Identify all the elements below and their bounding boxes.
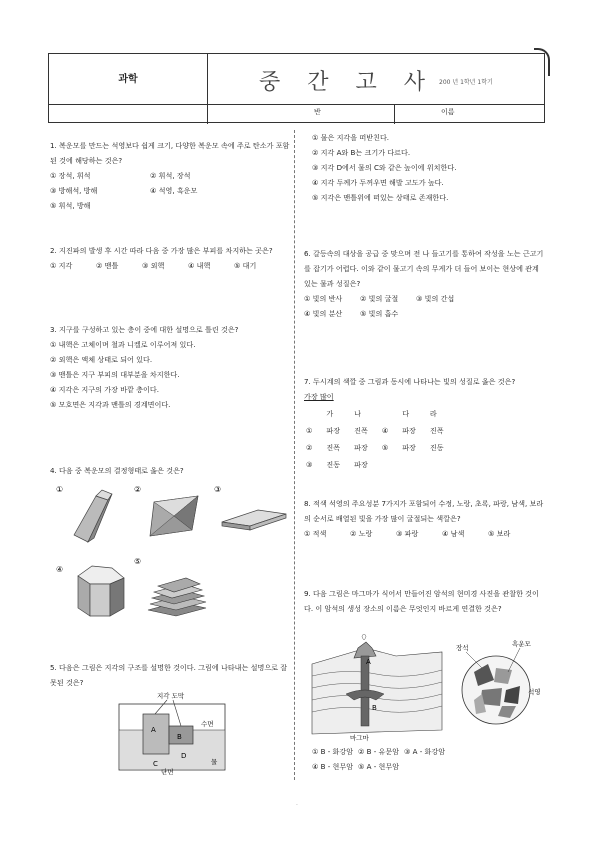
option[interactable]: ① 장석, 휘석 [50, 171, 91, 180]
block-label: A [151, 726, 156, 734]
option[interactable]: ④ 지각 두께가 두꺼우면 해발 고도가 높다. [312, 178, 444, 187]
table-row: 가 나 다 라 [326, 409, 437, 418]
option[interactable]: ② 휘석, 장석 [150, 171, 191, 180]
header-row-divider [49, 104, 544, 105]
option[interactable]: ① 지각 [50, 261, 73, 270]
hexagonal-prism-crystal-icon[interactable] [78, 566, 124, 616]
octahedron-crystal-icon[interactable] [150, 496, 198, 536]
name-label: 이름 [441, 108, 455, 116]
question-3 [50, 322, 290, 412]
option[interactable]: ④ 지각은 지구의 가장 바깥 층이다. [50, 385, 159, 394]
exam-title: 중 간 고 사 [259, 70, 435, 95]
subject-label: 과학 [118, 74, 138, 85]
option-label: ⑤ [134, 557, 142, 566]
diagram-label: 수면 [201, 720, 214, 728]
option[interactable]: ② 외핵은 액체 상태로 되어 있다. [50, 355, 153, 364]
question-5 [50, 660, 290, 690]
crust-floating-diagram [115, 690, 230, 775]
option[interactable]: ④ 내핵 [188, 261, 211, 270]
option[interactable]: ③ 맨틀은 지구 부피의 대부분을 차지한다. [50, 370, 180, 379]
diagram-label: 단면 [161, 768, 174, 775]
option[interactable]: ⑤ 모호면은 지각과 맨틀의 경계면이다. [50, 400, 171, 409]
crust-cross-section [312, 634, 442, 734]
question-7 [304, 374, 547, 474]
column-divider [294, 130, 295, 780]
prism-crystal-icon[interactable] [74, 490, 112, 542]
option[interactable]: ② 맨틀 [96, 261, 119, 270]
diagram-label: 물 [211, 758, 218, 766]
header-divider [207, 54, 208, 124]
header-curl-decoration [534, 48, 550, 76]
option[interactable]: ③ 지각 D에서 물의 C와 같은 높이에 위치한다. [312, 163, 457, 172]
option[interactable]: ④ 남색 [442, 529, 465, 538]
option[interactable]: ① 물은 지각을 떠받친다. [312, 133, 390, 142]
option[interactable]: ⑤ 휘석, 방해 [50, 201, 91, 210]
question-stem: 5. 다음은 그림은 지각의 구조를 설명한 것이다. 그림에 나타내는 설명으로 잘못된 것은? [50, 663, 288, 687]
question-stem: 1. 복운모를 만드는 석영보다 쉽게 크기, 다양한 복운모 속에 주로 탄소가 포함된 것에 해당하는 것은? [50, 141, 290, 165]
option[interactable]: ① 빛의 반사 [304, 294, 343, 303]
option[interactable]: ③ A - 화강암 [404, 747, 446, 756]
option[interactable]: ⑤ 대기 [234, 261, 257, 270]
question-9-options [312, 744, 547, 774]
option[interactable]: ② 빛의 굴절 [360, 294, 399, 303]
crystal-shapes-figure [50, 480, 290, 620]
block-label: D [181, 752, 187, 760]
question-stem: 6. 갈등속의 대상을 공급 중 맞으며 전 나 들고기를 통하여 작성을 노는 근고기를 잡기가 어렵다. 이와 같이 물고기 속의 무게가 더 들어 보이는 현상에 관계 있는 물과 성질은? [304, 249, 544, 288]
option[interactable]: ⑤ 지각은 맨틀위에 떠있는 상태로 존재한다. [312, 193, 449, 202]
option-label: ③ [214, 485, 222, 494]
exam-date: 200 년 1학년 1학기 [439, 79, 493, 86]
crust-block-a [143, 714, 169, 754]
option[interactable]: ⑤ 보라 [488, 529, 511, 538]
option[interactable]: ② B - 유문암 [358, 747, 400, 756]
option[interactable]: ① 내핵은 고체이며 철과 니켈로 이루어져 있다. [50, 340, 196, 349]
header-divider [394, 104, 395, 124]
option[interactable]: ⑤ 빛의 흡수 [360, 309, 399, 318]
option[interactable]: ② 노랑 [350, 529, 373, 538]
option[interactable]: ③ 파랑 [396, 529, 419, 538]
mica-sheets-icon[interactable] [148, 578, 206, 616]
magma-label: 마그마 [350, 734, 369, 742]
option[interactable]: ② 지각 A와 B는 크기가 다르다. [312, 148, 411, 157]
underlined-phrase: 가장 많이 [304, 392, 334, 401]
microscope-view [462, 656, 530, 724]
option[interactable]: ④ 석영, 흑운모 [150, 186, 198, 195]
mineral-label: 석영 [528, 688, 541, 696]
exam-header [48, 53, 545, 123]
location-label: B [372, 704, 377, 712]
mineral-label: 흑운모 [512, 640, 531, 648]
question-6 [304, 246, 547, 321]
block-label: B [177, 733, 182, 741]
option-label: ② [134, 485, 142, 494]
table-row[interactable]: ③ 진동 파장 [306, 460, 368, 469]
mineral-label: 장석 [456, 644, 469, 652]
answer-table [304, 404, 458, 474]
option[interactable]: ③ 외핵 [142, 261, 165, 270]
option-label: ④ [56, 565, 64, 574]
question-stem: 9. 다음 그림은 마그마가 식어서 만들어진 암석의 현미경 사진을 관찰한 것이다. 이 암석의 생성 장소의 이름은 무엇인지 바르게 연결한 것은? [304, 589, 539, 613]
page-number: . [296, 800, 298, 807]
igneous-rock-figure [306, 634, 546, 742]
diagram-label: 지각 도막 [157, 692, 185, 700]
option[interactable]: ③ 방해석, 방해 [50, 186, 98, 195]
class-label: 반 [314, 108, 321, 116]
option-label: ① [56, 485, 64, 494]
question-stem: 2. 지진파의 발생 후 시간 따라 다음 중 가장 많은 부피를 차지하는 곳은? [50, 246, 273, 255]
question-9 [304, 586, 547, 616]
option[interactable]: ④ B - 현무암 [312, 762, 354, 771]
question-stem: 4. 다음 중 복운모의 결정형태로 옳은 것은? [50, 466, 184, 475]
option[interactable]: ① B - 화강암 [312, 747, 354, 756]
question-2 [50, 243, 290, 273]
option[interactable]: ⑤ A - 현무암 [358, 762, 400, 771]
question-5-options [312, 130, 547, 205]
option[interactable]: ④ 빛의 분산 [304, 309, 343, 318]
pointer-line [155, 700, 167, 714]
table-row[interactable]: ① 파장 진폭 ④ 파장 진폭 [306, 426, 444, 435]
location-label: A [366, 658, 371, 666]
question-stem: 7. 두시계의 색깔 중 그림과 동시에 나타나는 빛의 성질로 옳은 것은? [304, 377, 516, 386]
question-4 [50, 463, 290, 478]
question-1 [50, 138, 290, 213]
plate-crystal-icon[interactable] [222, 510, 286, 530]
option[interactable]: ① 적색 [304, 529, 327, 538]
table-row[interactable]: ② 진폭 파장 ⑤ 파장 진동 [306, 443, 444, 452]
question-stem: 3. 지구를 구성하고 있는 층이 중에 대한 설명으로 틀린 것은? [50, 325, 239, 334]
option[interactable]: ③ 빛의 간섭 [416, 294, 455, 303]
question-8 [304, 496, 547, 541]
question-stem: 8. 적색 석영의 주요성분 7가지가 포함되어 수정, 노랑, 초록, 파랑, 남색, 보라의 순서로 배열된 빛을 가장 많이 굴절되는 색깔은? [304, 499, 544, 523]
block-label: C [153, 760, 158, 768]
